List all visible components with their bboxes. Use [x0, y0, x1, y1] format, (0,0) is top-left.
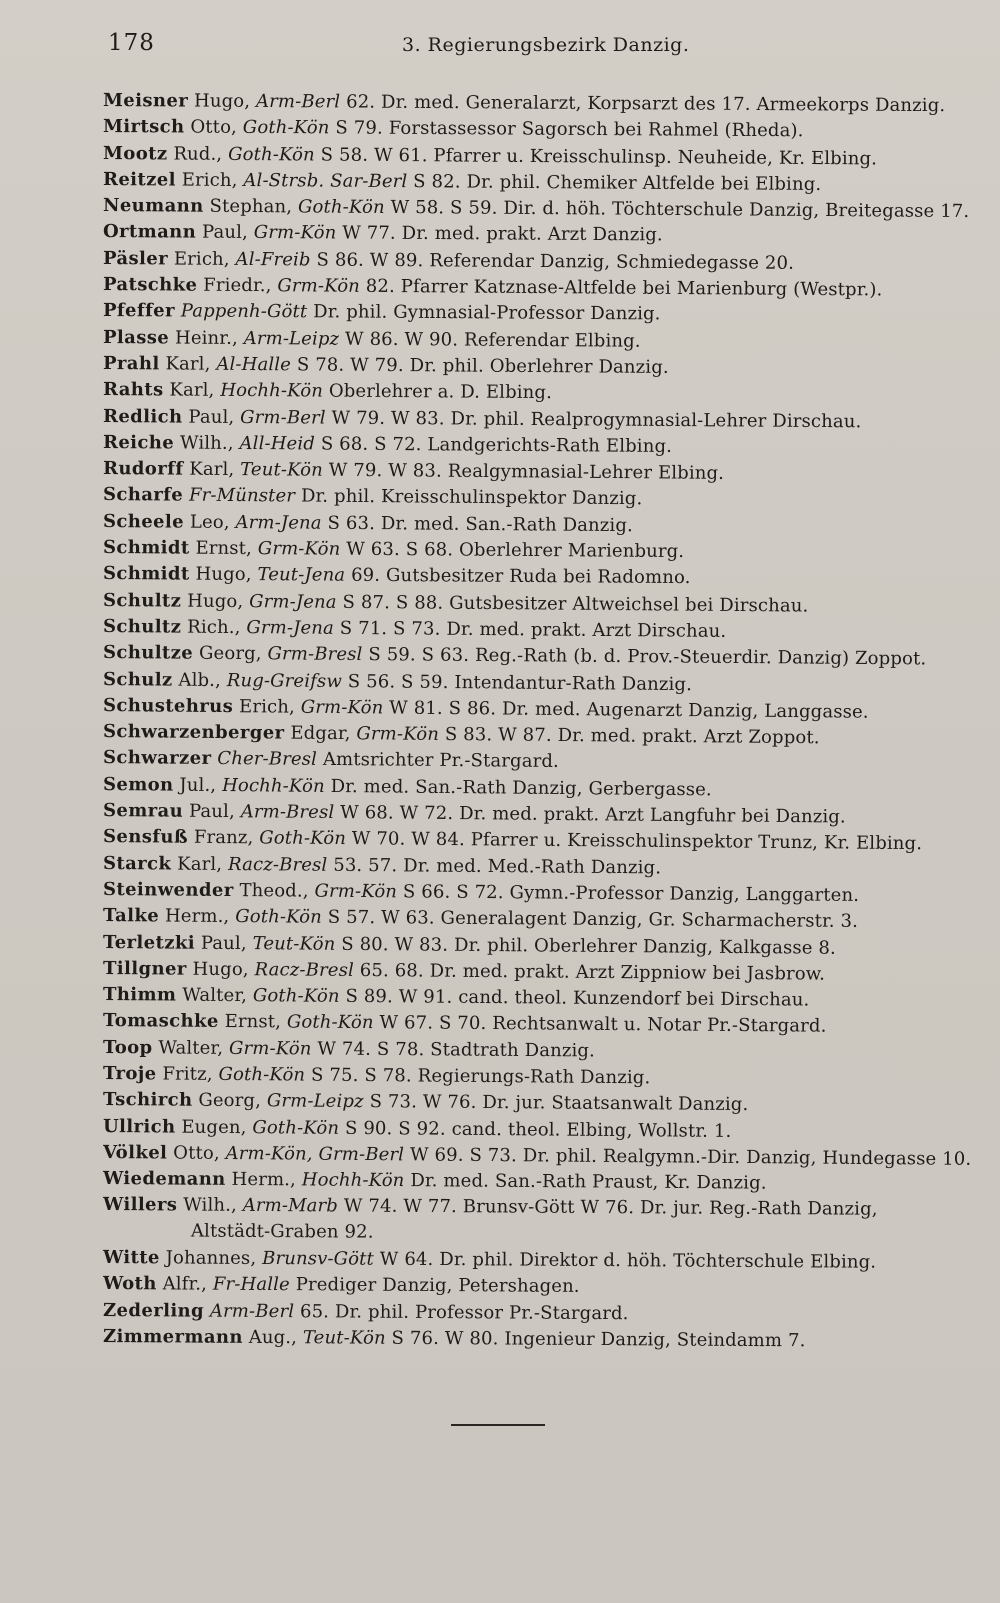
entry-surname: Reiche	[102, 431, 175, 454]
entry-given-name: Stephan,	[209, 195, 293, 218]
entry-surname: Scheele	[102, 510, 185, 533]
entry-given-name: Paul,	[188, 406, 235, 428]
entry-given-name: Rich.,	[187, 616, 241, 639]
entry-fraternity: Grm-Jena	[246, 617, 335, 639]
entry-fraternity: Arm-Berl	[209, 1300, 295, 1322]
entry-details: S 76. W 80. Ingenieur Danzig, Steindamm 7.	[391, 1327, 806, 1352]
entry-fraternity: Grm-Jena	[249, 590, 337, 613]
entry-details: S 75. S 78. Regierungs-Rath Danzig.	[311, 1064, 651, 1089]
entry-fraternity: Al-Strsb. Sar-Berl	[243, 169, 408, 193]
entry-given-name: Paul,	[188, 800, 235, 823]
entry-fraternity: Arm-Marb	[242, 1195, 339, 1217]
entry-surname: Semrau	[102, 800, 184, 822]
entry-surname: Starck	[102, 852, 172, 875]
entry-given-name: Theod.,	[239, 879, 309, 902]
entry-details: W 63. S 68. Oberlehrer Marienburg.	[346, 538, 685, 563]
entry-surname: Mootz	[102, 142, 168, 165]
entry-fraternity: Al-Halle	[216, 353, 292, 376]
entry-surname: Ullrich	[102, 1115, 176, 1138]
entry-details: 65. Dr. phil. Professor Pr.-Stargard.	[299, 1300, 629, 1324]
entry-fraternity: Goth-Kön	[252, 1116, 340, 1139]
entry-surname: Redlich	[102, 405, 183, 428]
directory-entry	[103, 1324, 953, 1355]
entry-fraternity: Grm-Kön	[314, 880, 398, 903]
entry-details: S 63. Dr. med. San.-Rath Danzig.	[327, 512, 634, 536]
entry-details: S 86. W 89. Referendar Danzig, Schmiedegasse 20.	[316, 249, 795, 274]
entry-details: S 57. W 63. Generalagent Danzig, Gr. Scharmacherstr. 3.	[327, 906, 859, 933]
entry-fraternity: Goth-Kön	[235, 906, 323, 928]
entry-given-name: Walter,	[158, 1037, 224, 1059]
entry-details: W 74. S 78. Stadtrath Danzig.	[317, 1038, 596, 1062]
entry-surname: Ortmann	[102, 221, 197, 244]
entry-given-name: Heinr.,	[174, 327, 238, 349]
entry-details: W 79. W 83. Dr. phil. Realprogymnasial-Lehrer Dirschau.	[331, 407, 862, 432]
entry-given-name: Wilh.,	[179, 432, 234, 454]
entry-surname: Talke	[102, 905, 160, 927]
entry-fraternity: Fr-Halle	[212, 1274, 290, 1296]
entry-fraternity: Arm-Kön, Grm-Berl	[225, 1142, 405, 1166]
entry-fraternity: Racz-Bresl	[254, 958, 355, 981]
entry-fraternity: Goth-Kön	[228, 143, 315, 166]
running-head	[0, 30, 1000, 70]
entry-surname: Tillgner	[102, 957, 187, 980]
entry-details: Oberlehrer a. D. Elbing.	[328, 380, 553, 404]
entry-details: S 83. W 87. Dr. med. prakt. Arzt Zoppot.	[444, 724, 820, 749]
entry-details: W 58. S 59. Dir. d. höh. Töchterschule Danzig, Breitegasse 17.	[390, 197, 970, 223]
entry-given-name: Georg,	[198, 642, 262, 665]
entry-surname: Schultz	[102, 589, 182, 612]
entry-surname: Semon	[102, 773, 174, 796]
entry-details: W 64. Dr. phil. Direktor d. höh. Töchterschule Elbing.	[379, 1248, 877, 1273]
entry-given-name: Karl,	[177, 853, 223, 875]
entry-fraternity: Grm-Kön	[257, 538, 341, 560]
entry-details: S 90. S 92. cand. theol. Elbing, Wollstr. 1.	[344, 1117, 732, 1142]
entry-details: S 79. Forstassessor Sagorsch bei Rahmel (Rheda).	[335, 117, 804, 142]
entry-details: W 79. W 83. Realgymnasial-Lehrer Elbing.	[328, 459, 725, 485]
entry-given-name: Hugo,	[195, 563, 252, 586]
entry-details: S 80. W 83. Dr. phil. Oberlehrer Danzig, Kalkgasse 8.	[341, 933, 837, 959]
entry-given-name: Karl,	[169, 379, 215, 402]
entry-given-name: Fritz,	[162, 1063, 213, 1085]
entry-details: S 58. W 61. Pfarrer u. Kreisschulinsp. Neuheide, Kr. Elbing.	[320, 144, 878, 169]
entry-details: 65. 68. Dr. med. prakt. Arzt Zippniow bei Jasbrow.	[359, 959, 826, 985]
entry-details: S 87. S 88. Gutsbesitzer Altweichsel bei Dirschau.	[342, 591, 809, 617]
entry-surname: Rudorff	[102, 458, 184, 480]
entry-given-name: Hugo,	[187, 590, 244, 612]
entry-fraternity: Grm-Berl	[240, 406, 326, 429]
entry-details: Dr. med. San.-Rath Danzig, Gerbergasse.	[330, 775, 712, 801]
entry-surname: Zederling	[102, 1299, 205, 1322]
entry-fraternity: Hochh-Kön	[222, 774, 325, 797]
entry-details: 53. 57. Dr. med. Med.-Rath Danzig.	[333, 854, 662, 878]
entry-fraternity: Goth-Kön	[297, 196, 385, 219]
entry-fraternity: Grm-Kön	[356, 723, 440, 746]
entry-surname: Päsler	[102, 247, 169, 270]
entry-given-name: Wilh.,	[183, 1194, 237, 1217]
entry-details: W 70. W 84. Pfarrer u. Kreisschulinspektor Trunz, Kr. Elbing.	[351, 828, 923, 855]
entry-fraternity: Grm-Kön	[253, 222, 337, 244]
entry-surname: Zimmermann	[102, 1325, 243, 1348]
entry-given-name: Edgar,	[290, 722, 351, 745]
entry-details: 69. Gutsbesitzer Ruda bei Radomno.	[351, 565, 691, 589]
entry-details: S 59. S 63. Reg.-Rath (b. d. Prov.-Steuerdir. Danzig) Zoppot.	[368, 644, 927, 670]
entry-given-name: Karl,	[189, 458, 235, 481]
entry-fraternity: Goth-Kön	[218, 1063, 306, 1086]
entry-fraternity: Grm-Bresl	[267, 643, 363, 666]
entry-given-name: Franz,	[193, 827, 254, 849]
entry-details: S 68. S 72. Landgerichts-Rath Elbing.	[320, 433, 673, 457]
entry-details: W 74. W 77. Brunsv-Gött W 76. Dr. jur. Reg.-Rath Danzig,	[343, 1195, 878, 1221]
entry-given-name: Paul,	[201, 222, 248, 244]
entry-surname: Schultz	[102, 615, 182, 638]
entry-given-name: Alfr.,	[162, 1273, 208, 1295]
entry-fraternity: Grm-Leipz	[266, 1090, 364, 1113]
entry-surname: Schulz	[102, 668, 173, 691]
entry-surname: Schwarzer	[102, 747, 212, 770]
entry-fraternity: Al-Freib	[235, 248, 311, 271]
entry-fraternity: Arm-Leipz	[243, 327, 340, 350]
entry-fraternity: Grm-Kön	[228, 1037, 312, 1060]
entry-given-name: Hugo,	[193, 90, 251, 112]
entry-details: S 71. S 73. Dr. med. prakt. Arzt Dirschau.	[339, 617, 727, 642]
entry-surname: Neumann	[102, 195, 204, 217]
entry-given-name: Leo,	[189, 511, 230, 533]
entry-fraternity: Teut-Kön	[302, 1327, 386, 1349]
entry-surname: Rahts	[102, 379, 164, 401]
entry-surname: Toop	[102, 1036, 153, 1059]
entry-details: Dr. phil. Gymnasial-Professor Danzig.	[313, 301, 661, 325]
entry-surname: Schustehrus	[102, 694, 234, 717]
entry-given-name: Hugo,	[192, 958, 249, 980]
entry-fraternity: Goth-Kön	[259, 827, 347, 850]
entry-details: Amtsrichter Pr.-Stargard.	[322, 749, 560, 773]
entry-surname: Schmidt	[102, 537, 190, 559]
entry-fraternity: Rug-Greifsw	[226, 669, 343, 692]
entry-fraternity: Grm-Kön	[277, 275, 361, 297]
entry-surname: Mirtsch	[102, 116, 185, 138]
entry-surname: Schwarzenberger	[102, 721, 285, 744]
entry-surname: Reitzel	[102, 168, 176, 191]
entry-given-name: Ernst,	[195, 537, 253, 560]
entry-surname: Willers	[103, 1194, 178, 1216]
entry-surname: Schultze	[102, 642, 194, 664]
entry-surname: Witte	[102, 1247, 160, 1269]
entry-fraternity: Racz-Bresl	[227, 853, 328, 876]
entry-details: W 77. Dr. med. prakt. Arzt Danzig.	[342, 222, 663, 246]
entry-given-name: Rud.,	[173, 143, 223, 165]
entry-details: 62. Dr. med. Generalarzt, Korpsarzt des 17. Armeekorps Danzig.	[346, 91, 946, 117]
entry-given-name: Johannes,	[165, 1247, 257, 1269]
entry-surname: Sensfuß	[102, 826, 189, 849]
entry-details: W 69. S 73. Dr. phil. Realgymn.-Dir. Danzig, Hundegasse 10.	[409, 1144, 972, 1170]
entry-given-name: Erich,	[173, 248, 230, 270]
entry-fraternity: Cher-Bresl	[217, 748, 318, 771]
entry-fraternity: Teut-Kön	[252, 932, 336, 955]
entry-surname: Woth	[102, 1273, 157, 1295]
entry-surname: Schmidt	[102, 563, 190, 585]
entry-continuation: Altstädt-Graben 92.	[190, 1221, 374, 1244]
entry-surname: Terletzki	[102, 931, 196, 954]
entry-given-name: Friedr.,	[203, 274, 272, 297]
page-number: 178	[108, 30, 155, 56]
entry-details: S 82. Dr. phil. Chemiker Altfelde bei Elbing.	[413, 171, 822, 195]
entry-surname: Pfeffer	[102, 300, 176, 322]
entry-details: 82. Pfarrer Katznase-Altfelde bei Marienburg (Westpr.).	[365, 275, 883, 301]
entry-given-name: Aug.,	[248, 1326, 298, 1349]
entry-given-name: Erich,	[181, 169, 238, 191]
entry-fraternity: Goth-Kön	[252, 985, 340, 1007]
entry-surname: Wiedemann	[102, 1168, 226, 1191]
entry-details: Prediger Danzig, Petershagen.	[295, 1274, 580, 1298]
entry-fraternity: Hochh-Kön	[301, 1169, 405, 1192]
entry-given-name: Paul,	[200, 932, 247, 954]
entry-details: S 78. W 79. Dr. phil. Oberlehrer Danzig.	[296, 354, 669, 378]
entry-fraternity: Arm-Bresl	[240, 801, 335, 824]
directory-entry	[103, 1192, 953, 1250]
entry-surname: Tomaschke	[102, 1010, 219, 1033]
entry-details: W 68. W 72. Dr. med. prakt. Arzt Langfuhr bei Danzig.	[340, 802, 846, 828]
entry-details: W 86. W 90. Referendar Elbing.	[345, 328, 641, 352]
entry-fraternity: Goth-Kön	[242, 117, 330, 139]
entry-fraternity: Pappenh-Gött	[180, 300, 308, 323]
entry-details: W 81. S 86. Dr. med. Augenarzt Danzig, Langgasse.	[389, 697, 869, 723]
entry-given-name: Eugen,	[181, 1116, 247, 1138]
entry-given-name: Alb.,	[178, 669, 222, 691]
entry-given-name: Otto,	[190, 116, 238, 139]
entry-surname: Völkel	[102, 1141, 168, 1164]
entry-fraternity: Teut-Jena	[257, 564, 346, 587]
entry-surname: Plasse	[102, 326, 170, 349]
entry-details: Dr. phil. Kreisschulinspektor Danzig.	[300, 486, 643, 510]
entry-details: Dr. med. San.-Rath Praust, Kr. Danzig.	[410, 1170, 767, 1194]
entry-details: S 73. W 76. Dr. jur. Staatsanwalt Danzig.	[369, 1091, 749, 1116]
entry-details: W 67. S 70. Rechtsanwalt u. Notar Pr.-Stargard.	[379, 1012, 827, 1038]
entry-fraternity: Grm-Kön	[300, 696, 384, 719]
entry-surname: Steinwender	[102, 878, 234, 901]
entry-given-name: Jul.,	[179, 774, 217, 796]
entry-surname: Prahl	[102, 352, 160, 375]
end-rule	[451, 1424, 545, 1426]
entry-given-name: Otto,	[173, 1142, 220, 1164]
entry-given-name: Herm.,	[164, 905, 230, 928]
entry-details: S 66. S 72. Gymn.-Professor Danzig, Langgarten.	[402, 881, 860, 906]
entry-fraternity: Goth-Kön	[286, 1011, 374, 1034]
entry-surname: Tschirch	[102, 1089, 193, 1111]
entry-surname: Scharfe	[102, 484, 184, 507]
entry-fraternity: All-Heid	[239, 432, 316, 455]
entry-surname: Thimm	[102, 984, 177, 1006]
entry-fraternity: Teut-Kön	[240, 459, 324, 481]
entry-given-name: Ernst,	[224, 1011, 282, 1033]
entry-given-name: Georg,	[198, 1090, 262, 1112]
directory-list	[102, 88, 972, 1352]
entry-fraternity: Brunsv-Gött	[262, 1248, 375, 1270]
entry-details: S 56. S 59. Intendantur-Rath Danzig.	[347, 670, 693, 695]
entry-fraternity: Fr-Münster	[188, 485, 296, 507]
entry-details: S 89. W 91. cand. theol. Kunzendorf bei Dirschau.	[345, 985, 810, 1011]
entry-fraternity: Hochh-Kön	[220, 380, 324, 402]
entry-given-name: Erich,	[239, 696, 295, 718]
entry-given-name: Walter,	[182, 984, 248, 1007]
entry-surname: Meisner	[102, 90, 189, 112]
entry-given-name: Karl,	[165, 353, 211, 375]
entry-surname: Troje	[102, 1062, 157, 1085]
entry-fraternity: Arm-Jena	[235, 511, 322, 534]
entry-given-name: Herm.,	[231, 1169, 297, 1191]
entry-fraternity: Arm-Berl	[255, 90, 341, 113]
entry-surname: Patschke	[102, 274, 198, 296]
header-title: 3. Regierungsbezirk Danzig.	[402, 34, 690, 56]
